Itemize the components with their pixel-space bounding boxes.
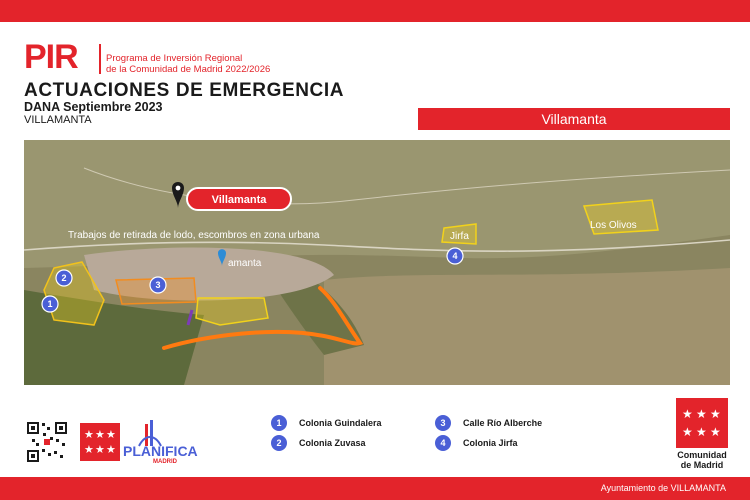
madrid-flag-logo xyxy=(80,423,120,461)
satellite-map xyxy=(24,140,730,385)
comunidad-de-madrid-logo xyxy=(676,398,728,448)
pir-separator xyxy=(99,44,101,74)
page-subtitle: DANA Septiembre 2023 xyxy=(24,100,163,114)
svg-text:★: ★ xyxy=(682,407,693,421)
legend-label: Colonia Guindalera xyxy=(299,418,382,428)
cm-line-2: de Madrid xyxy=(680,460,724,470)
legend-label: Colonia Jirfa xyxy=(463,438,518,448)
legend-number: 3 xyxy=(435,415,451,431)
legend-label: Calle Río Alberche xyxy=(463,418,543,428)
pin-label: Villamanta xyxy=(211,194,267,206)
comunidad-de-madrid-text xyxy=(670,450,734,470)
footer-text: Ayuntamiento de VILLAMANTA xyxy=(600,483,726,493)
town-label: amanta xyxy=(228,258,262,269)
planifica-logo xyxy=(123,420,211,464)
legend-number: 4 xyxy=(435,435,451,451)
qr-code xyxy=(26,421,68,463)
svg-text:★: ★ xyxy=(710,407,721,421)
page-title: ACTUACIONES DE EMERGENCIA xyxy=(24,80,345,101)
program-line-1: Programa de Inversión Regional xyxy=(106,53,243,64)
svg-text:★: ★ xyxy=(106,428,116,441)
legend-label: Colonia Zuvasa xyxy=(299,438,366,448)
legend-item-1 xyxy=(271,415,382,431)
municipality-label: VILLAMANTA xyxy=(24,114,92,126)
marker-1-label: 1 xyxy=(47,299,53,309)
svg-text:★: ★ xyxy=(696,407,707,421)
top-bar xyxy=(0,0,750,22)
svg-text:★: ★ xyxy=(696,425,707,439)
pir-logo: PIR xyxy=(24,38,78,76)
marker-4-label: 4 xyxy=(452,251,458,261)
marker-3-label: 3 xyxy=(155,280,161,290)
cm-line-1: Comunidad xyxy=(677,450,727,460)
program-line-2: de la Comunidad de Madrid 2022/2026 xyxy=(106,64,271,75)
svg-text:★: ★ xyxy=(84,428,94,441)
place-jirfa: Jirfa xyxy=(450,231,469,242)
svg-text:★: ★ xyxy=(95,428,105,441)
svg-text:★: ★ xyxy=(106,443,116,456)
svg-text:★: ★ xyxy=(682,425,693,439)
legend-item-3 xyxy=(435,415,542,431)
municipality-banner: Villamanta xyxy=(418,108,730,130)
work-note: Trabajos de retirada de lodo, escombros en zona urbana xyxy=(68,230,320,241)
program-text xyxy=(106,53,270,75)
place-los-olivos: Los Olivos xyxy=(590,220,637,231)
svg-text:★: ★ xyxy=(95,443,105,456)
legend-item-2 xyxy=(271,435,366,451)
planifica-sub: MADRID xyxy=(153,459,177,464)
legend-number: 1 xyxy=(271,415,287,431)
svg-text:★: ★ xyxy=(84,443,94,456)
svg-text:★: ★ xyxy=(710,425,721,439)
pin-dot xyxy=(176,186,181,191)
marker-2-label: 2 xyxy=(61,273,67,283)
legend-item-4 xyxy=(435,435,518,451)
legend-number: 2 xyxy=(271,435,287,451)
planifica-text: PLANIFICA xyxy=(123,443,198,459)
map-fields-south xyxy=(324,268,730,385)
